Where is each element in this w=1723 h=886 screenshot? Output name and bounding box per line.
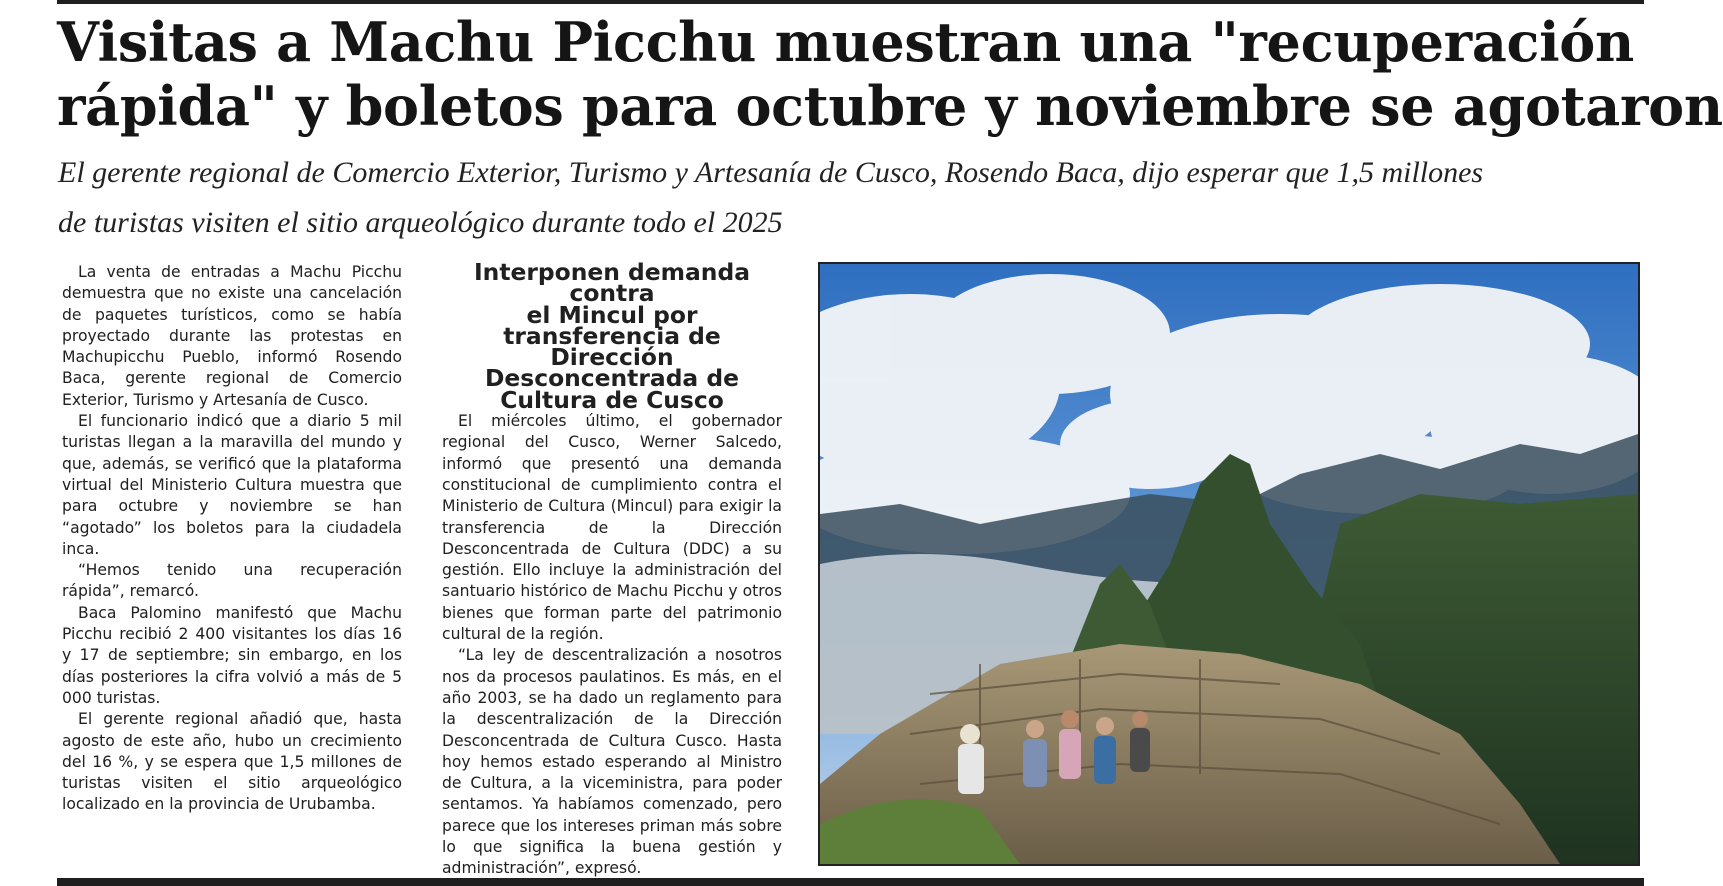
subheading-line: Interponen demanda contra <box>473 258 750 308</box>
top-rule <box>57 0 1644 4</box>
paragraph: El gerente regional añadió que, hasta agosto de este año, hubo un crecimiento del 16 %, y se espera que 1,5 millones de turistas visiten el sitio arqueológico localizado en la provincia de Urubamba. <box>62 710 402 814</box>
paragraph: La venta de entradas a Machu Picchu demuestra que no existe una cancelación de paquetes turísticos, como se había proyectado durante las protestas en Machupicchu Pueblo, informó Rosendo Baca, gerente regional de Comercio Exterior, Turismo y Artesanía de Cusco. <box>62 263 402 409</box>
photo-illustration <box>820 264 1638 864</box>
headline-line-2: rápida" y boletos para octubre y noviembre se agotaron <box>57 74 1723 138</box>
headline <box>57 10 1723 138</box>
subheading-line: el Mincul por transferencia de <box>503 300 721 350</box>
headline-line-1: Visitas a Machu Picchu muestran una "recuperación <box>57 10 1634 74</box>
deck-line-2: de turistas visiten el sitio arqueológico durante todo el 2025 <box>58 206 783 239</box>
bottom-rule <box>57 878 1644 886</box>
paragraph: “La ley de descentralización a nosotros nos da procesos paulatinos. Es más, en el año 2003, se ha dado un reglamento para la descentralización de la Dirección Desconcentrada de Cultura Cusco. Hasta hoy hemos estado esperando al Ministro de Cultura, a la viceministra, para poder sentamos. Ya habíamos comenzado, pero parece que los intereses priman más sobre lo que significa la buena gestión y administración”, expresó. <box>442 646 782 878</box>
paragraph: El miércoles último, el gobernador regional del Cusco, Werner Salcedo, informó que presentó una demanda constitucional de cumplimiento contra el Ministerio de Cultura (Mincul) para exigir la transferencia de la Dirección Desconcentrada de Cultura (DDC) a su gestión. Ello incluye la administración del santuario histórico de Machu Picchu y otros bienes que forman parte del patrimonio cultural de la región. <box>442 412 782 644</box>
article-column-2 <box>442 258 782 880</box>
article-column-1 <box>62 262 402 816</box>
subheading-line: Dirección Desconcentrada de <box>485 343 739 393</box>
paragraph: El funcionario indicó que a diario 5 mil turistas llegan a la maravilla del mundo y que, además, se verificó que la plataforma virtual del Ministerio Cultura muestra que para octubre y noviembre se han “agotado” los boletos para la ciudadela inca. <box>62 412 402 558</box>
subheading-line: Cultura de Cusco <box>500 385 724 414</box>
paragraph: “Hemos tenido una recuperación rápida”, remarcó. <box>62 561 402 601</box>
deck-subtitle <box>58 148 1648 248</box>
machu-picchu-photo <box>818 262 1640 866</box>
paragraph: Baca Palomino manifestó que Machu Picchu recibió 2 400 visitantes los días 16 y 17 de septiembre; sin embargo, en los días posteriores la cifra volvió a más de 5 000 turistas. <box>62 603 402 707</box>
column-subheading <box>442 258 782 414</box>
deck-line-1: El gerente regional de Comercio Exterior, Turismo y Artesanía de Cusco, Rosendo Baca, dijo esperar que 1,5 millones <box>58 156 1484 189</box>
